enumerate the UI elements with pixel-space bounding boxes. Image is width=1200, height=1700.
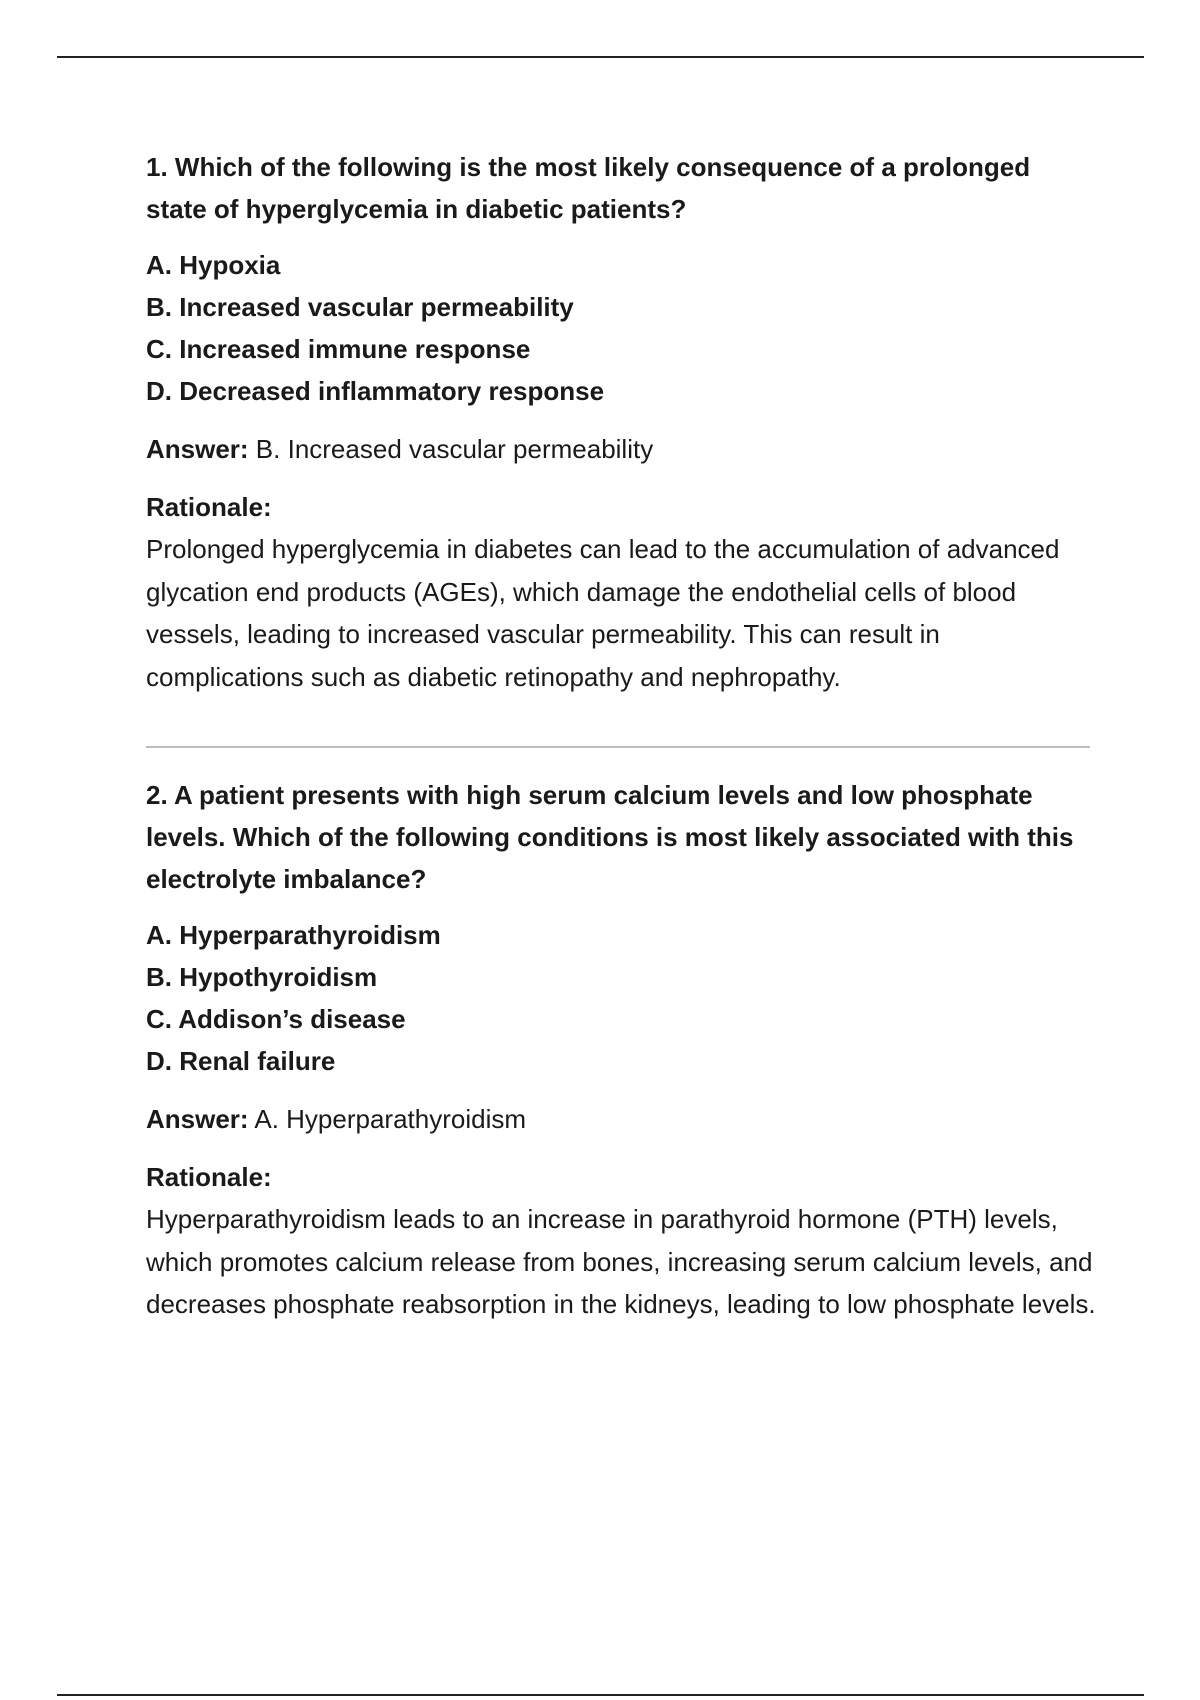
option-b: B. Hypothyroidism <box>146 962 378 992</box>
rationale-label: Rationale: <box>146 1162 272 1192</box>
answer-line <box>146 428 1096 470</box>
question-text: 2. A patient presents with high serum calcium levels and low phosphate levels. Which of the following conditions is most likely associated with this electrolyte imbalance? <box>146 780 1074 894</box>
answer-label: Answer: <box>146 434 249 464</box>
page-bottom-rule <box>57 1694 1144 1696</box>
question-block-1 <box>146 146 1096 698</box>
option-c: C. Addison’s disease <box>146 1004 406 1034</box>
answer-value: A. Hyperparathyroidism <box>248 1104 527 1134</box>
page-top-rule <box>57 56 1144 58</box>
option-a: A. Hypoxia <box>146 250 281 280</box>
answer-label: Answer: <box>146 1104 249 1134</box>
option-a: A. Hyperparathyroidism <box>146 920 441 950</box>
option-d: D. Decreased inflammatory response <box>146 376 605 406</box>
option-b: B. Increased vascular permeability <box>146 292 574 322</box>
section-divider <box>146 746 1090 748</box>
answer-value: B. Increased vascular permeability <box>248 434 654 464</box>
question-block-2 <box>146 774 1096 1326</box>
document-content <box>146 146 1096 1326</box>
option-d: D. Renal failure <box>146 1046 336 1076</box>
question-text: 1. Which of the following is the most likely consequence of a prolonged state of hyperglycemia in diabetic patients? <box>146 152 1031 224</box>
option-c: C. Increased immune response <box>146 334 531 364</box>
option-list <box>146 244 1096 412</box>
rationale-text: Hyperparathyroidism leads to an increase in parathyroid hormone (PTH) levels, which promotes calcium release from bones, increasing serum calcium levels, and decreases phosphate reabsorption in the kidneys, leading to low phosphate levels. <box>146 1204 1096 1319</box>
option-list <box>146 914 1096 1082</box>
rationale-text: Prolonged hyperglycemia in diabetes can lead to the accumulation of advanced glycation end products (AGEs), which damage the endothelial cells of blood vessels, leading to increased vascular permeability. This can result in complications such as diabetic retinopathy and nephropathy. <box>146 534 1060 692</box>
answer-line <box>146 1098 1096 1140</box>
rationale-label: Rationale: <box>146 492 272 522</box>
